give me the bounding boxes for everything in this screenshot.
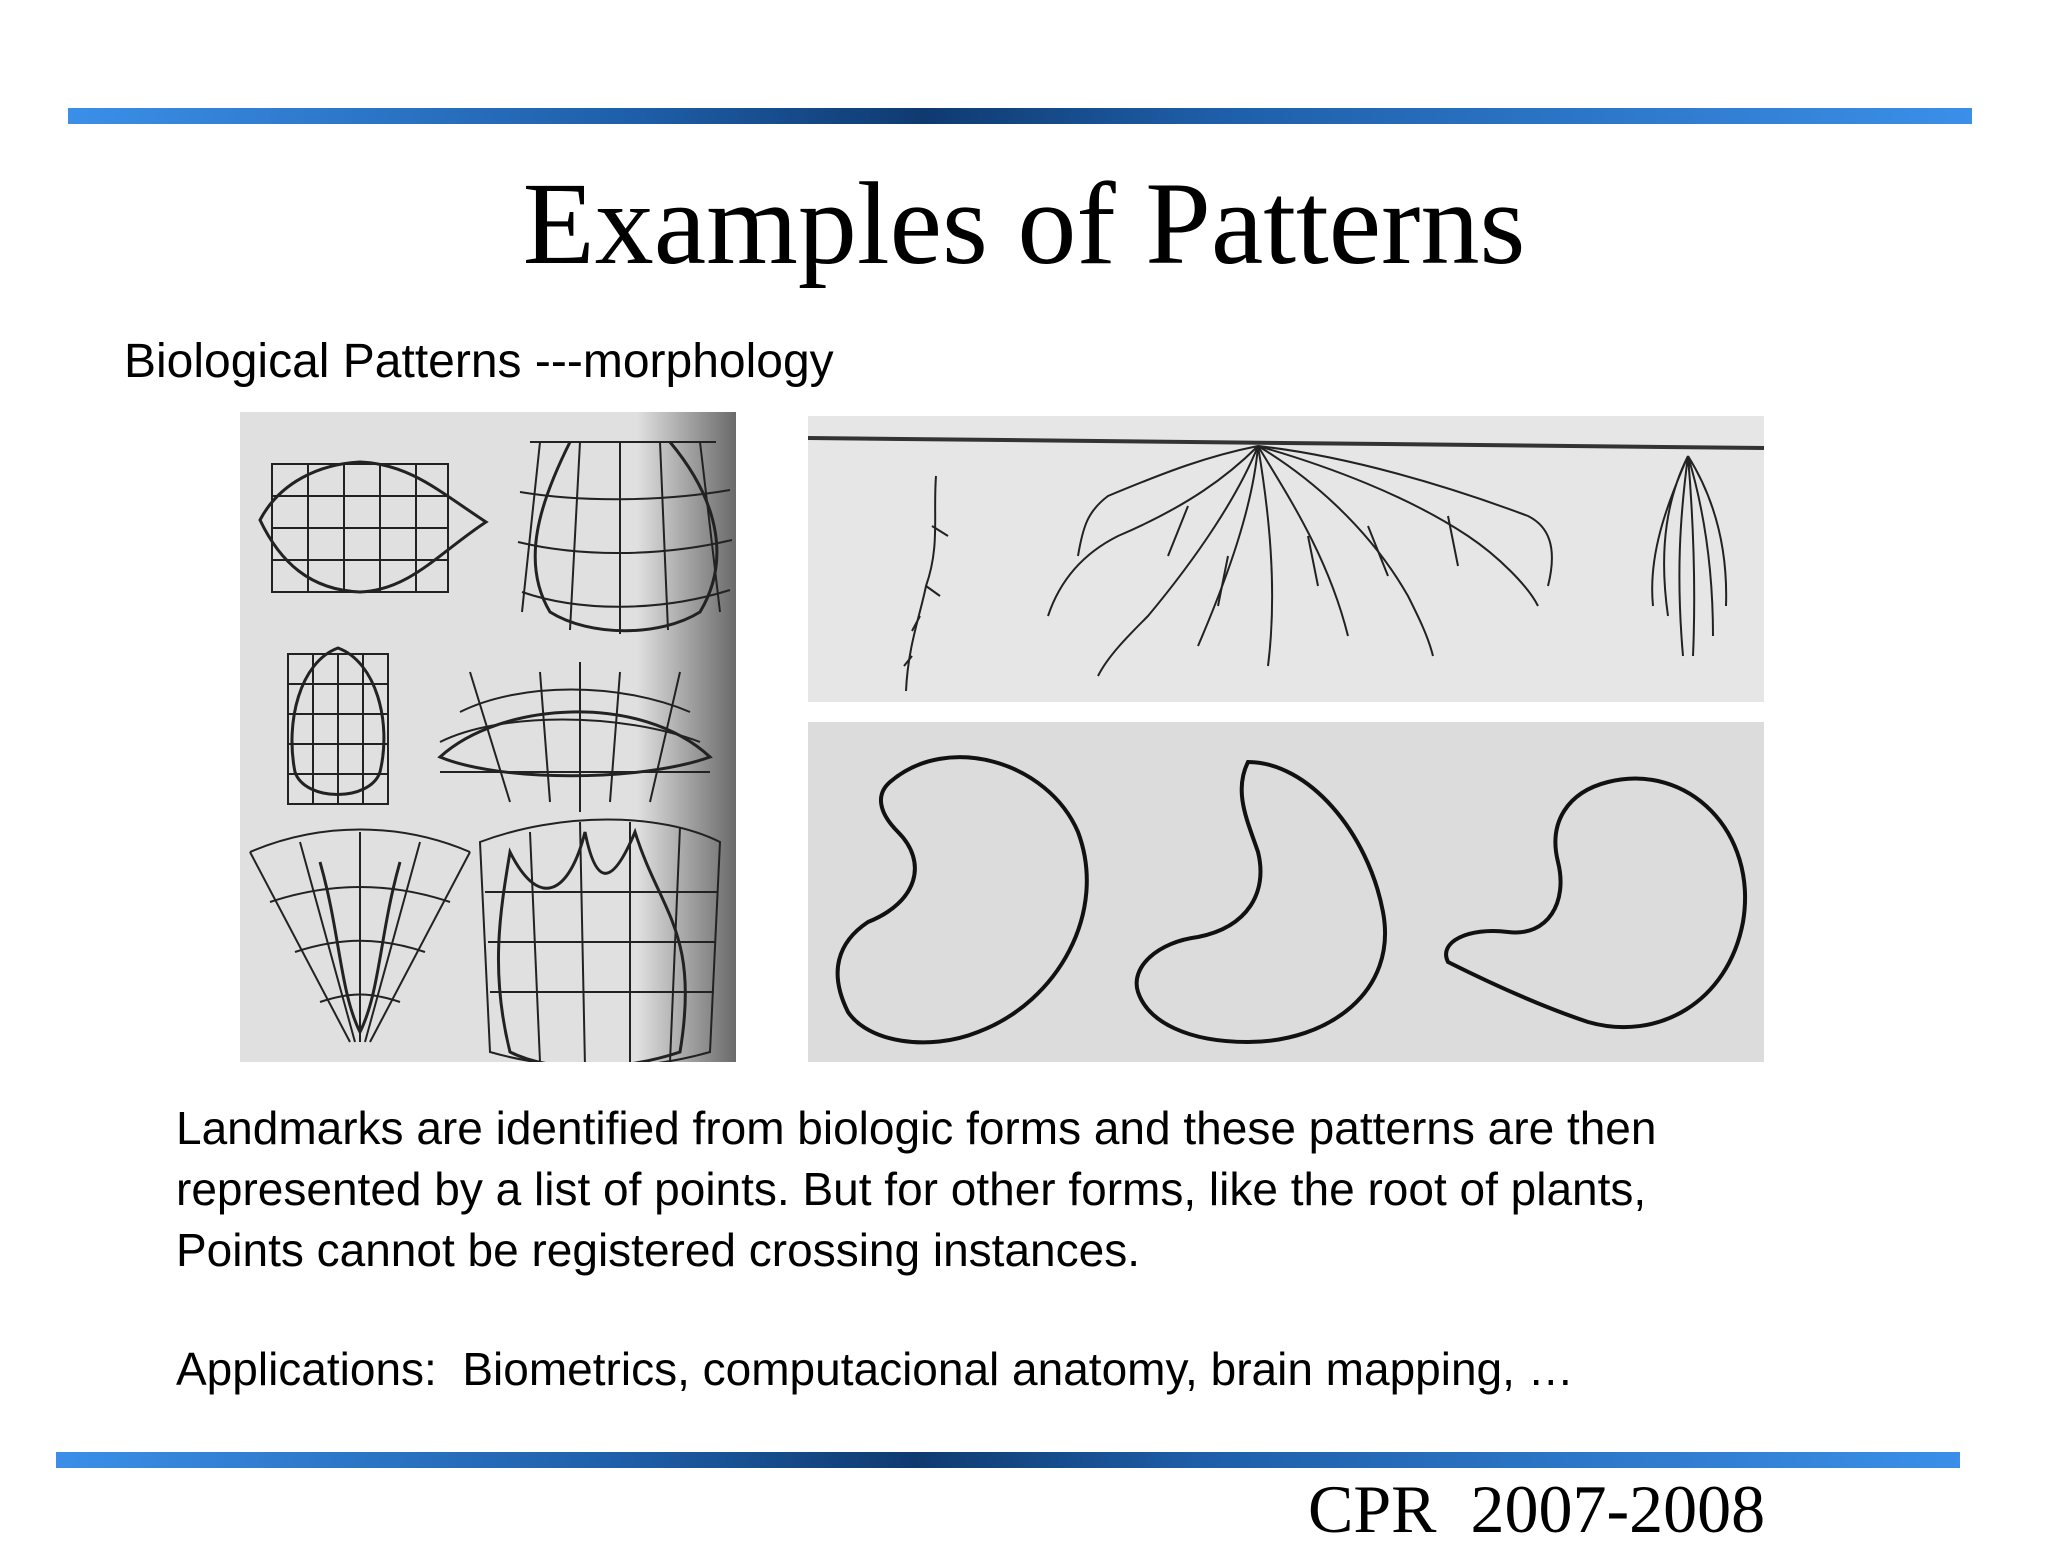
- stomach-outline-1: [838, 757, 1087, 1042]
- stomach-outline-2: [1137, 762, 1385, 1042]
- grid-transformations-illustration: [240, 412, 736, 1062]
- stomach-outline-3: [1446, 779, 1745, 1028]
- stomach-outlines-figure: [808, 722, 1764, 1062]
- top-divider-bar: [68, 108, 1972, 124]
- plant-roots-figure: [808, 416, 1764, 702]
- morphology-grid-figure: [240, 412, 736, 1062]
- plant-roots-illustration: [808, 416, 1764, 702]
- root-fibrous-spread: [1048, 446, 1552, 676]
- stomach-outlines-illustration: [808, 722, 1764, 1062]
- slide-title: Examples of Patterns: [522, 158, 1526, 289]
- body-line: Points cannot be registered crossing instances.: [176, 1224, 1140, 1276]
- applications-line: Applications: Biometrics, computacional anatomy, brain mapping, …: [176, 1343, 1574, 1395]
- body-line: Landmarks are identified from biologic forms and these patterns are then: [176, 1102, 1657, 1154]
- body-paragraph: [176, 1098, 1936, 1281]
- bottom-divider-bar: [56, 1452, 1960, 1468]
- root-taproot: [904, 476, 948, 691]
- footer-course-label: CPR 2007-2008: [1308, 1471, 1766, 1547]
- body-line: represented by a list of points. But for other forms, like the root of plants,: [176, 1163, 1647, 1215]
- root-fibrous-dense: [1652, 456, 1726, 656]
- slide-subtitle: Biological Patterns ---morphology: [124, 335, 834, 388]
